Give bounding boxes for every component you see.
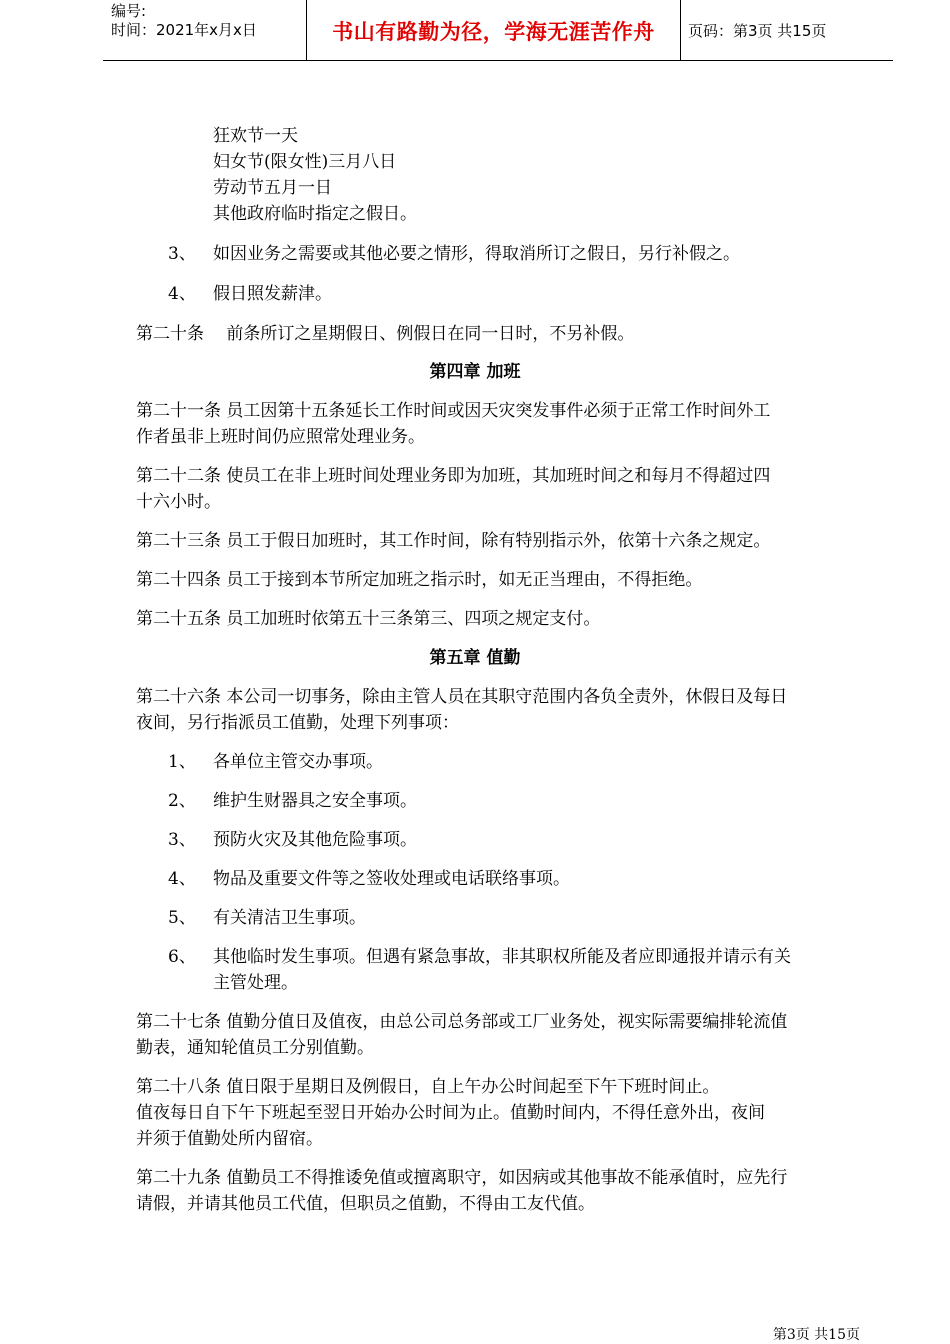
page-footer: 第3页 共15页 (772, 1327, 860, 1343)
list-text: 有关清洁卫生事项。 (213, 908, 366, 928)
list-text: 假日照发薪津。 (213, 284, 332, 304)
article-21-line: 作者虽非上班时间仍应照常处理业务。 (136, 427, 425, 447)
holiday-line: 劳动节五月一日 (213, 178, 332, 198)
list-number: 5、 (168, 908, 196, 928)
article-28-line: 并须于值勤处所内留宿。 (136, 1129, 323, 1149)
header-motto-cell (306, 0, 681, 60)
list-number: 1、 (168, 752, 196, 772)
list-text: 如因业务之需要或其他必要之情形，得取消所订之假日，另行补假之。 (213, 244, 740, 264)
article-20: 第二十条 前条所订之星期假日、例假日在同一日时，不另补假。 (136, 324, 635, 344)
list-number: 3、 (168, 830, 196, 850)
page-number: 页码：第3页 共15页 (688, 22, 827, 40)
article-27-line: 第二十七条 值勤分值日及值夜，由总公司总务部或工厂业务处，视实际需要编排轮流值 (136, 1012, 788, 1032)
holiday-line: 狂欢节一天 (213, 126, 298, 146)
article-23: 第二十三条 员工于假日加班时，其工作时间，除有特别指示外，依第十六条之规定。 (136, 531, 771, 551)
list-number: 6、 (168, 947, 196, 967)
list-number: 3、 (168, 244, 196, 264)
holiday-line: 妇女节(限女性)三月八日 (213, 152, 397, 172)
article-28-line: 值夜每日自下午下班起至翌日开始办公时间为止。值勤时间内，不得任意外出，夜间 (136, 1103, 765, 1123)
article-29-line: 第二十九条 值勤员工不得推诿免值或擅离职守，如因病或其他事故不能承值时，应先行 (136, 1168, 788, 1188)
list-text: 各单位主管交办事项。 (213, 752, 383, 772)
chapter-5-heading: 第五章 值勤 (429, 648, 521, 668)
chapter-4-heading: 第四章 加班 (429, 362, 521, 382)
list-number: 4、 (168, 284, 196, 304)
page-header (103, 0, 893, 61)
article-21-line: 第二十一条 员工因第十五条延长工作时间或因天灾突发事件必须于正常工作时间外工 (136, 401, 771, 421)
article-26-line: 夜间，另行指派员工值勤，处理下列事项： (136, 713, 459, 733)
list-text: 维护生财器具之安全事项。 (213, 791, 417, 811)
holiday-line: 其他政府临时指定之假日。 (213, 204, 417, 224)
list-text-cont: 主管处理。 (213, 973, 298, 993)
list-text: 预防火灾及其他危险事项。 (213, 830, 417, 850)
motto: 书山有路勤为径，学海无涯苦作舟 (332, 20, 655, 44)
article-24: 第二十四条 员工于接到本节所定加班之指示时，如无正当理由，不得拒绝。 (136, 570, 703, 590)
article-29-line: 请假，并请其他员工代值，但职员之值勤，不得由工友代值。 (136, 1194, 595, 1214)
article-22-line: 第二十二条 使员工在非上班时间处理业务即为加班，其加班时间之和每月不得超过四 (136, 466, 771, 486)
article-25: 第二十五条 员工加班时依第五十三条第三、四项之规定支付。 (136, 609, 601, 629)
list-text: 其他临时发生事项。但遇有紧急事故，非其职权所能及者应即通报并请示有关 (213, 947, 791, 967)
header-meta (111, 2, 257, 40)
date-label: 时间：2021年x月x日 (111, 21, 257, 39)
article-26-line: 第二十六条 本公司一切事务，除由主管人员在其职守范围内各负全责外，休假日及每日 (136, 687, 788, 707)
list-text: 物品及重要文件等之签收处理或电话联络事项。 (213, 869, 570, 889)
serial-label: 编号: (111, 2, 147, 20)
article-27-line: 勤表，通知轮值员工分别值勤。 (136, 1038, 374, 1058)
article-22-line: 十六小时。 (136, 492, 221, 512)
list-number: 2、 (168, 791, 196, 811)
article-28-line: 第二十八条 值日限于星期日及例假日，自上午办公时间起至下午下班时间止。 (136, 1077, 720, 1097)
list-number: 4、 (168, 869, 196, 889)
